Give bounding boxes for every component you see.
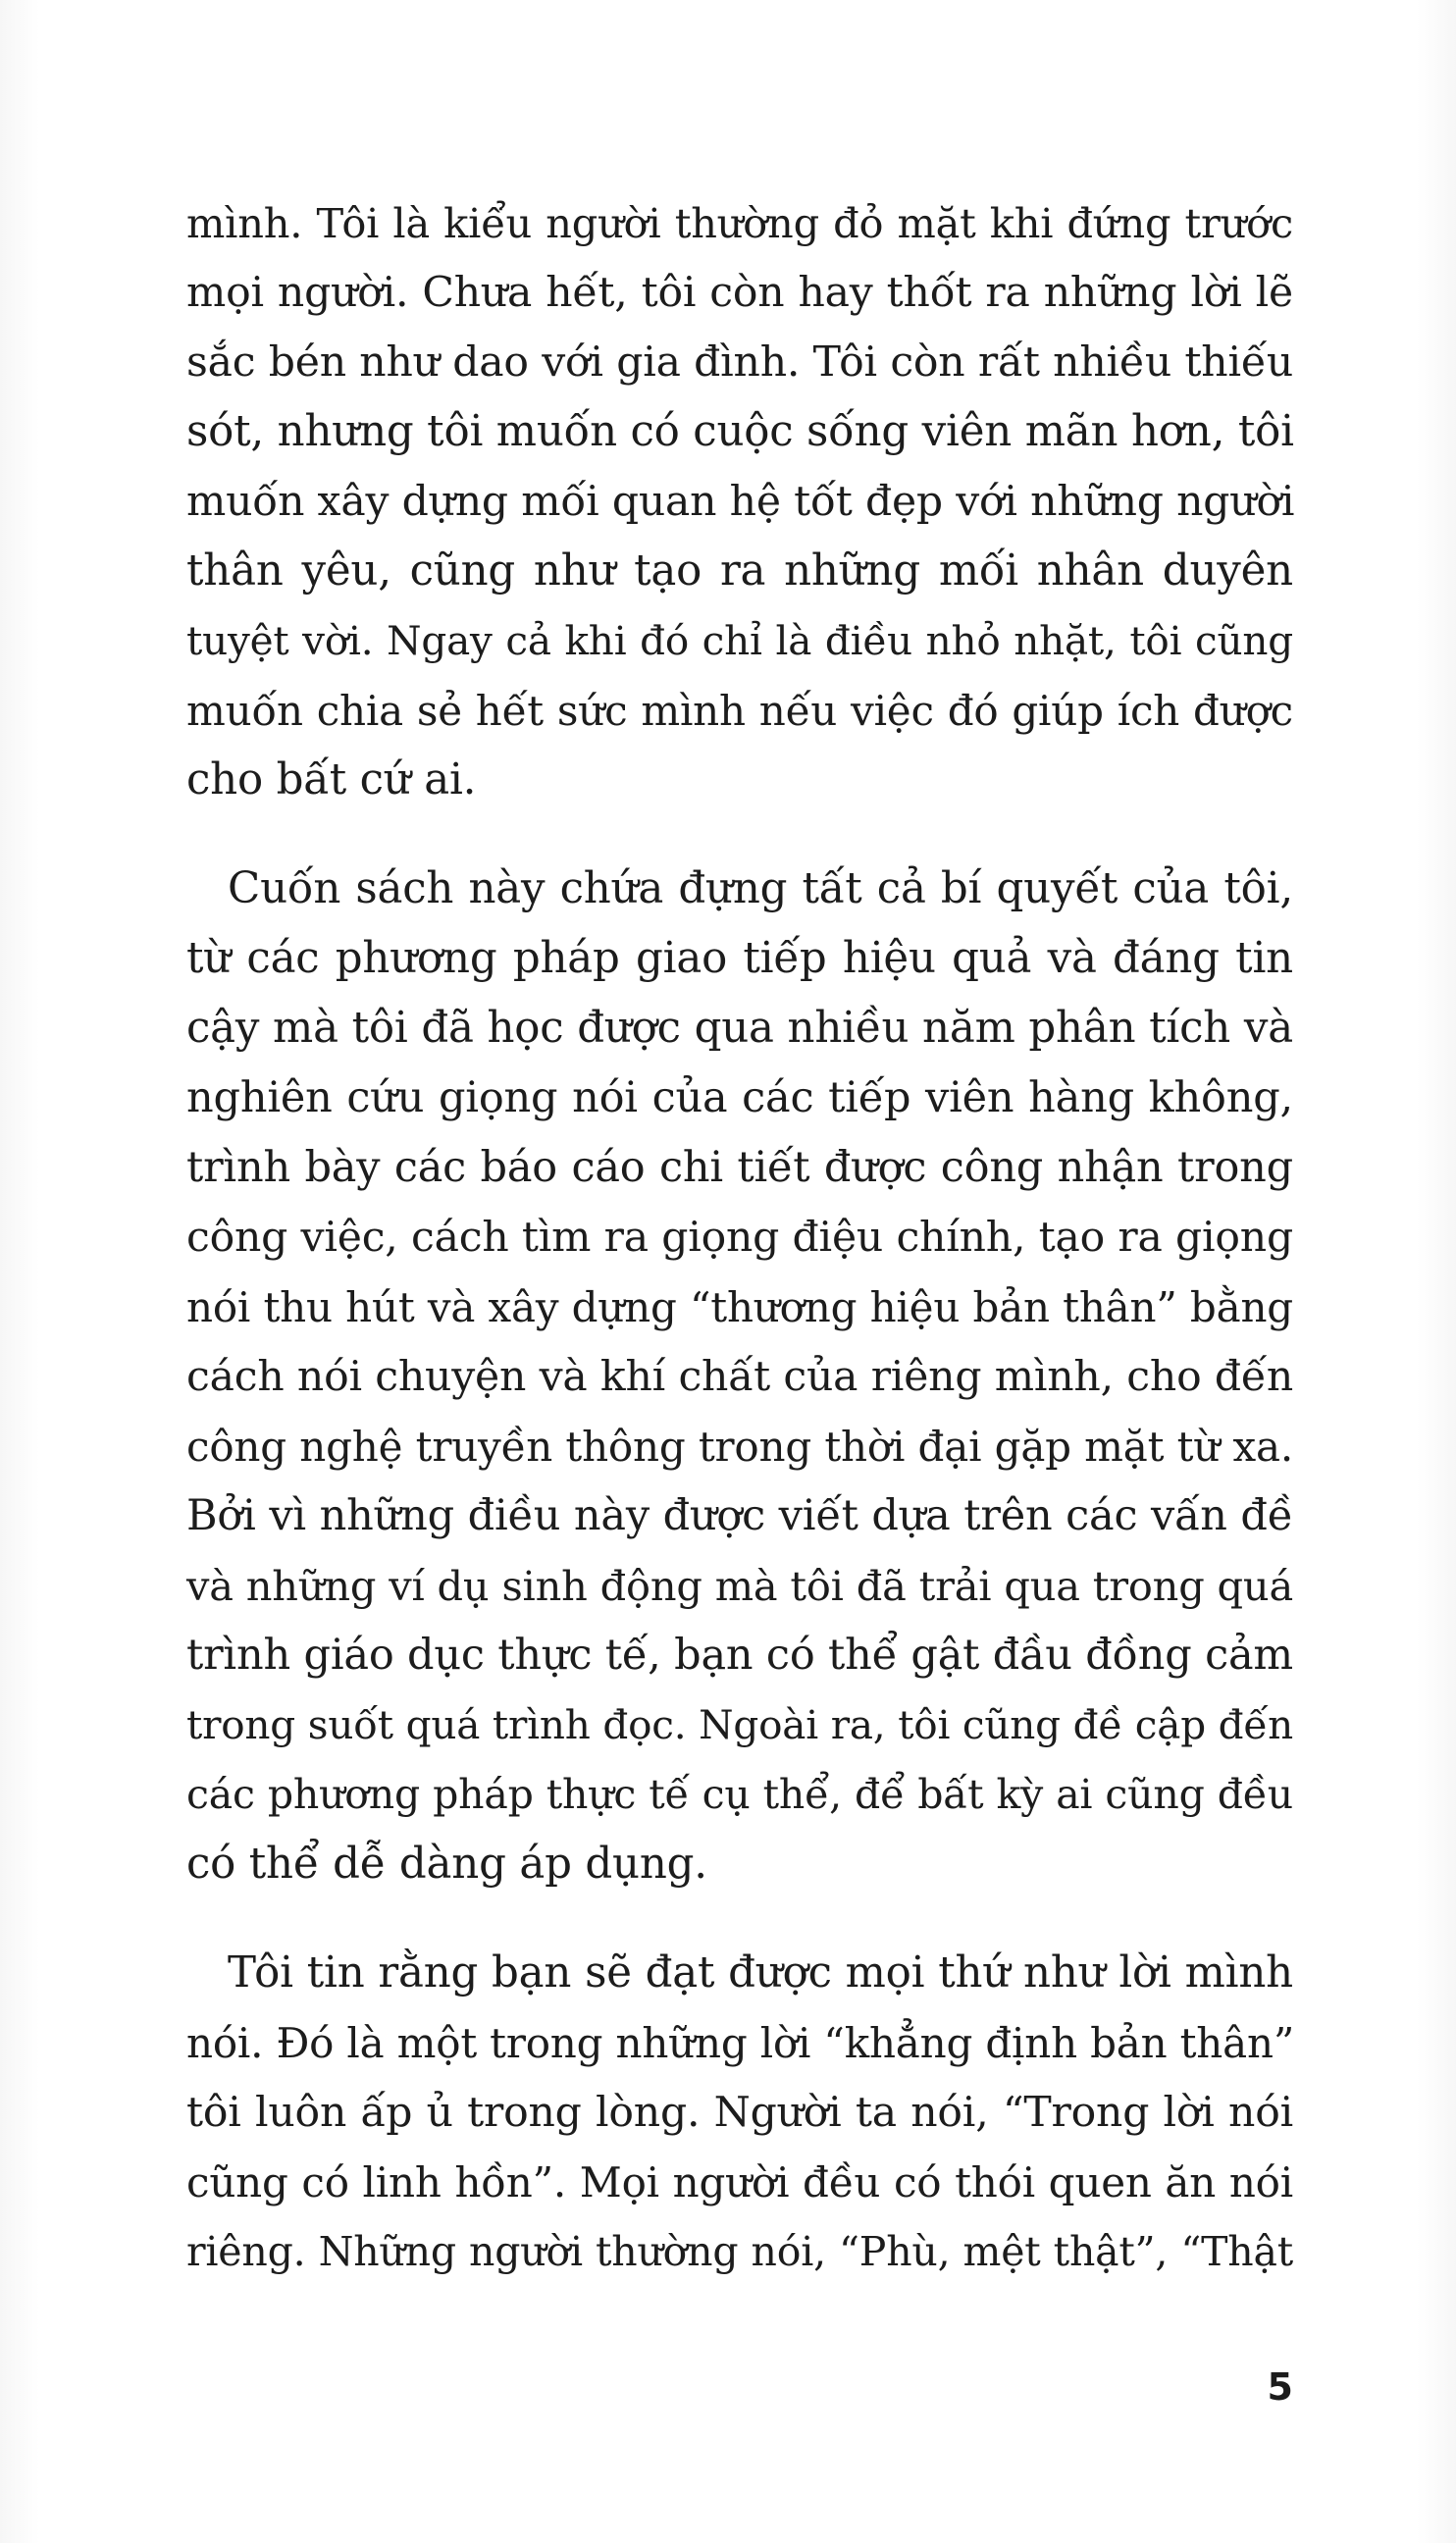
text-line: trình bày các báo cáo chi tiết được công nhận trong (186, 1143, 1293, 1192)
paragraph-spacer (186, 815, 1293, 855)
text-line: muốn xây dựng mối quan hệ tốt đẹp với những người (186, 478, 1295, 526)
text-line: Tôi tin rằng bạn sẽ đạt được mọi thứ như lời mình (228, 1948, 1293, 1998)
paragraph-spacer (186, 1899, 1293, 1939)
text-line: và những ví dụ sinh động mà tôi đã trải qua trong quá (186, 1562, 1293, 1610)
text-line: công việc, cách tìm ra giọng điệu chính, tạo ra giọng (186, 1214, 1293, 1262)
text-line: có thể dễ dàng áp dụng. (186, 1840, 707, 1889)
text-line: cậy mà tôi đã học được qua nhiều năm phân tích và (186, 1004, 1293, 1053)
text-line: thân yêu, cũng như tạo ra những mối nhân duyên (186, 546, 1293, 596)
text-line: nói thu hút và xây dựng “thương hiệu bản thân” bằng (186, 1283, 1293, 1331)
text-line: sắc bén như dao với gia đình. Tôi còn rất nhiều thiếu (186, 338, 1293, 387)
paragraph-1 (186, 188, 1293, 815)
text-line: cách nói chuyện và khí chất của riêng mình, cho đến (186, 1353, 1293, 1401)
text-line: muốn chia sẻ hết sức mình nếu việc đó giúp ích được (186, 687, 1293, 735)
paragraph-3 (186, 1939, 1293, 2287)
text-line: riêng. Những người thường nói, “Phù, mệt thật”, “Thật (186, 2228, 1293, 2275)
text-line: mọi người. Chưa hết, tôi còn hay thốt ra những lời lẽ (186, 269, 1293, 317)
text-line: Cuốn sách này chứa đựng tất cả bí quyết của tôi, (228, 864, 1293, 913)
text-line: nghiên cứu giọng nói của các tiếp viên hàng không, (186, 1073, 1293, 1122)
text-line: cũng có linh hồn”. Mọi người đều có thói quen ăn nói (186, 2158, 1293, 2206)
paragraph-2 (186, 855, 1293, 1899)
text-line: trong suốt quá trình đọc. Ngoài ra, tôi cũng đề cập đến (186, 1701, 1293, 1748)
text-line: công nghệ truyền thông trong thời đại gặp mặt từ xa. (186, 1423, 1293, 1471)
text-line: tôi luôn ấp ủ trong lòng. Người ta nói, “Trong lời nói (186, 2089, 1293, 2137)
text-line: trình giáo dục thực tế, bạn có thể gật đầu đồng cảm (186, 1631, 1293, 1680)
page-number: 5 (1267, 2365, 1293, 2409)
text-line: tuyệt vời. Ngay cả khi đó chỉ là điều nhỏ nhặt, tôi cũng (186, 617, 1293, 664)
text-line: cho bất cứ ai. (186, 755, 477, 804)
text-line: sót, nhưng tôi muốn có cuộc sống viên mãn hơn, tôi (186, 407, 1294, 456)
body-text (186, 188, 1293, 2287)
text-line: Bởi vì những điều này được viết dựa trên các vấn đề (186, 1491, 1293, 1540)
text-line: mình. Tôi là kiểu người thường đỏ mặt khi đứng trước (186, 199, 1293, 247)
text-line: từ các phương pháp giao tiếp hiệu quả và đáng tin (186, 934, 1293, 983)
text-line: các phương pháp thực tế cụ thể, để bất kỳ ai cũng đều (186, 1771, 1293, 1818)
text-line: nói. Đó là một trong những lời “khẳng định bản thân” (186, 2019, 1295, 2067)
